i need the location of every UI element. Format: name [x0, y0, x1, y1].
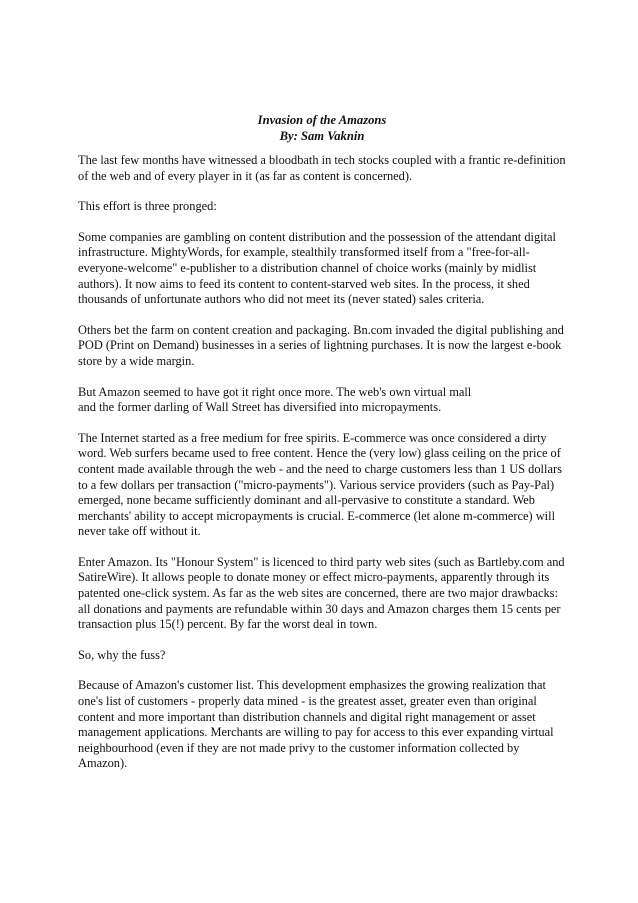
- document-byline: By: Sam Vaknin: [279, 129, 365, 143]
- paragraph-5-line-2: and the former darling of Wall Street has diversified into micropayments.: [78, 400, 442, 415]
- document-title: Invasion of the Amazons: [257, 113, 387, 127]
- paragraph-3: Some companies are gambling on content distribution and the possession of the attendant digital infrastructure. MightyWords, for example, stealthily transformed itself from a "free-for-all-everyone-welcome" e-publisher to a distribution channel of choice works (mainly by midlist authors). It now aims to feed its content to content-starved web sites. In the process, it shed thousands of unfortunate authors who did not meet its (never stated) sales criteria.: [78, 229, 556, 307]
- paragraph-1: The last few months have witnessed a bloodbath in tech stocks coupled with a frantic re-definition of the web and of every player in it (as far as content is concerned).: [78, 153, 566, 183]
- paragraph-7: Enter Amazon. Its "Honour System" is licenced to third party web sites (such as Bartleby.com and SatireWire). It allows people to donate money or effect micro-payments, apparently through its patented one-click system. As far as the web sites are concerned, there are two major drawbacks: all donations and payments are refundable within 30 days and Amazon charges them 15 cents per transaction plus 15(!) percent. By far the worst deal in town.: [78, 554, 565, 632]
- title-block: [78, 112, 566, 144]
- paragraph-8: So, why the fuss?: [78, 647, 166, 662]
- paragraph-2: This effort is three pronged:: [78, 199, 217, 214]
- paragraph-4: Others bet the farm on content creation and packaging. Bn.com invaded the digital publishing and POD (Print on Demand) businesses in a series of lightning purchases. It is now the largest e-book store by a wide margin.: [78, 322, 564, 368]
- paragraph-6: The Internet started as a free medium for free spirits. E-commerce was once considered a dirty word. Web surfers became used to free content. Hence the (very low) glass ceiling on the price of content made available through the web - and the need to charge customers less than 1 US dollars to a few dollars per transaction ("micro-payments"). Various service providers (such as Pay-Pal) emerged, none became sufficiently dominant and all-pervasive to constitute a standard. Web merchants' ability to accept micropayments is crucial. E-commerce (let alone m-commerce) will never take off without it.: [78, 430, 562, 539]
- document-body: [78, 112, 566, 787]
- paragraph-9: Because of Amazon's customer list. This development emphasizes the growing realization that one's list of customers - properly data mined - is the greatest asset, greater even than original content and more important than distribution channels and digital right management or asset management applications. Merchants are willing to pay for access to this ever expanding virtual neighbourhood (even if they are not made privy to the customer information collected by Amazon).: [78, 678, 554, 771]
- paragraph-5-line-1: But Amazon seemed to have got it right once more. The web's own virtual mall: [78, 384, 472, 399]
- paragraph-5: [78, 385, 566, 416]
